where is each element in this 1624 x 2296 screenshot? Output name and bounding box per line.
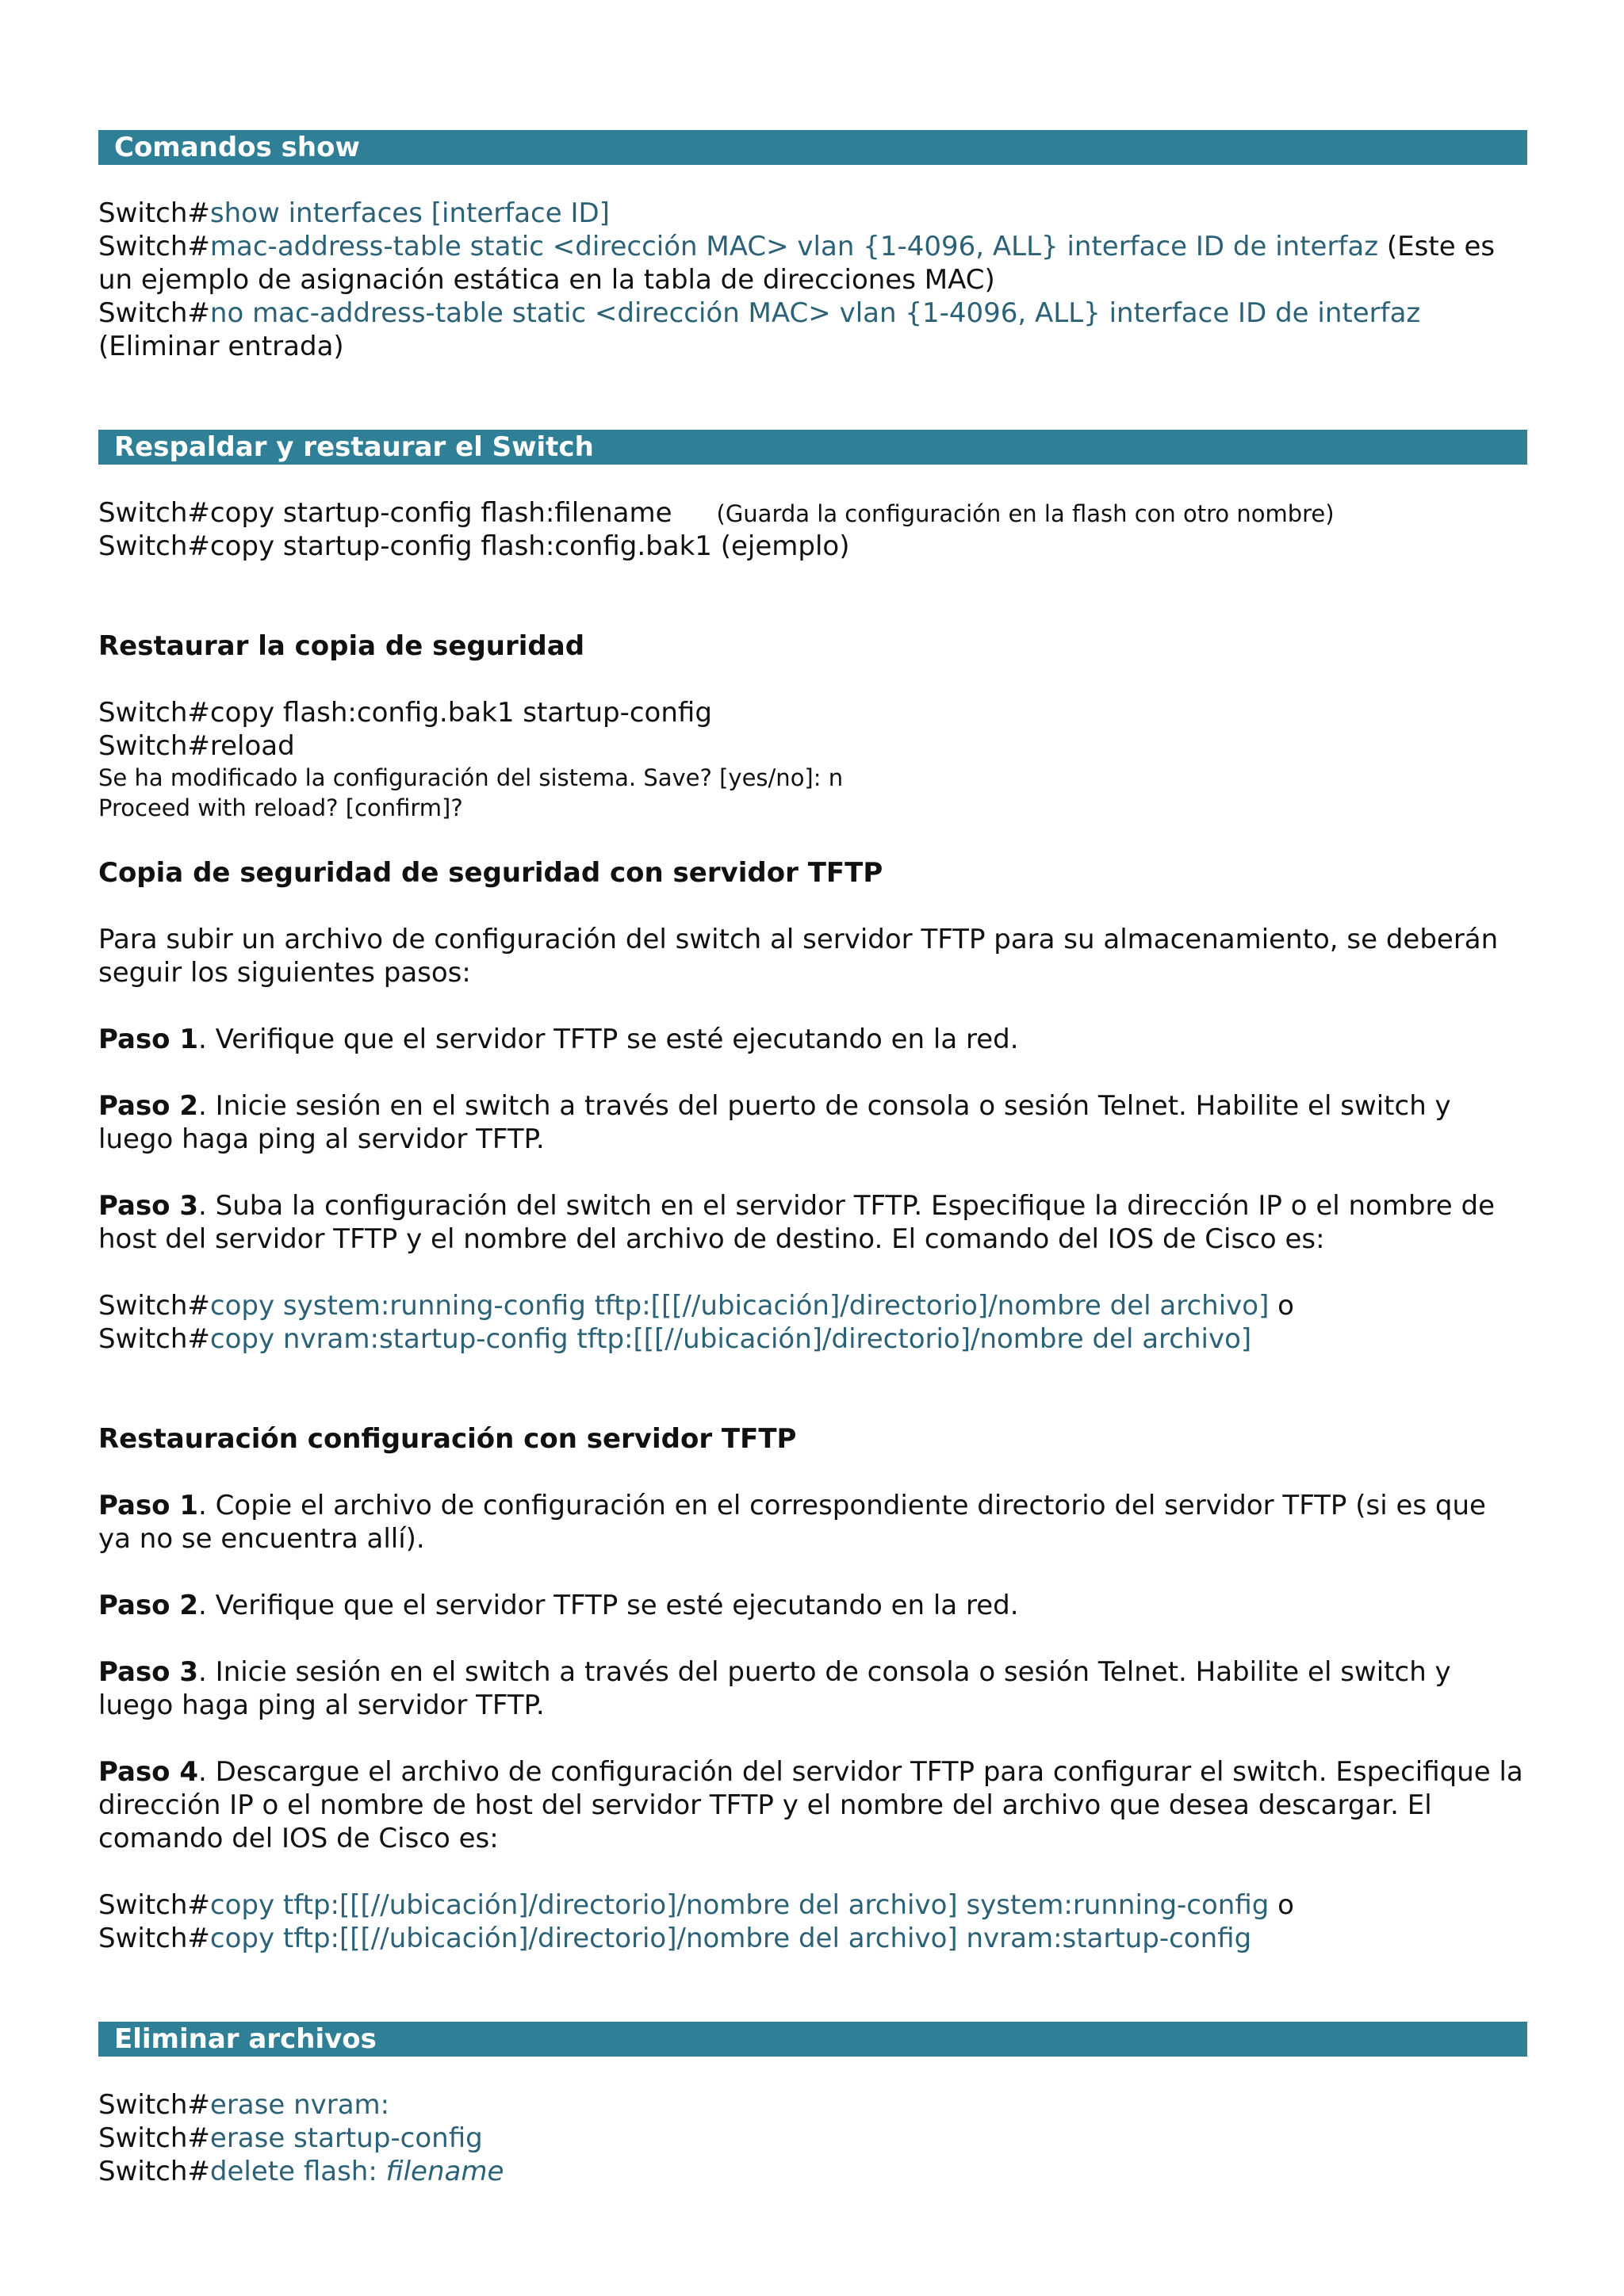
tftp-restore-cmd-1: Switch#copy tftp:[[[//ubicación]/directorio]/nombre del archivo] system:running-config o xyxy=(98,1889,1294,1921)
restore-title: Restaurar la copia de seguridad xyxy=(98,630,585,662)
section-header-delete: Eliminar archivos xyxy=(98,2022,1527,2057)
tftp-backup-step-2: Paso 2. Inicie sesión en el switch a través del puerto de consola o sesión Telnet. Habilite el switch y luego haga ping al servidor TFTP. xyxy=(98,1090,1451,1155)
restore-line-1: Switch#copy flash:config.bak1 startup-config xyxy=(98,697,712,729)
delete-line-1: Switch#erase nvram: xyxy=(98,2089,390,2121)
tftp-backup-intro: Para subir un archivo de configuración del switch al servidor TFTP para su almacenamiento, se deberán seguir los siguientes pasos: xyxy=(98,924,1499,989)
command-text: erase nvram: xyxy=(209,2089,390,2121)
command-text: erase startup-config xyxy=(209,2122,483,2154)
backup-line-1: Switch#copy startup-config flash:filename (Guarda la configuración en la flash con otro nombre) xyxy=(98,497,1335,529)
tftp-restore-step-4: Paso 4. Descargue el archivo de configuración del servidor TFTP para configurar el switch. Especifique la dirección IP o el nombre de host del servidor TFTP y el nombre del archivo que desea descargar. El comando del IOS de Cisco es: xyxy=(98,1756,1523,1854)
delete-line-3: Switch#delete flash: filename xyxy=(98,2156,504,2187)
section-header-show: Comandos show xyxy=(98,130,1527,165)
tftp-restore-step-3: Paso 3. Inicie sesión en el switch a través del puerto de consola o sesión Telnet. Habilite el switch y luego haga ping al servidor TFTP. xyxy=(98,1656,1451,1721)
section-header-backup: Respaldar y restaurar el Switch xyxy=(98,430,1527,465)
tftp-backup-step-1: Paso 1. Verifique que el servidor TFTP se esté ejecutando en la red. xyxy=(98,1024,1019,1055)
document-page xyxy=(98,130,1526,2188)
backup-line-2: Switch#copy startup-config flash:config.bak1 (ejemplo) xyxy=(98,530,850,562)
tftp-restore-title: Restauración configuración con servidor TFTP xyxy=(98,1423,797,1455)
show-line-2: Switch#mac-address-table static <dirección MAC> vlan {1-4096, ALL} interface ID de interfaz (Este es un ejemplo de asignación estática en la tabla de direcciones MAC) xyxy=(98,231,1496,296)
restore-line-4: Proceed with reload? [confirm]? xyxy=(98,794,463,821)
delete-line-2: Switch#erase startup-config xyxy=(98,2122,483,2154)
filename-placeholder: filename xyxy=(385,2156,504,2187)
tftp-backup-title: Copia de seguridad de seguridad con servidor TFTP xyxy=(98,857,883,889)
command-text: mac-address-table static <dirección MAC> vlan {1-4096, ALL} interface ID de interfaz xyxy=(209,231,1379,262)
tftp-restore-step-2: Paso 2. Verifique que el servidor TFTP se esté ejecutando en la red. xyxy=(98,1590,1019,1621)
tftp-restore-cmd-2: Switch#copy tftp:[[[//ubicación]/directorio]/nombre del archivo] nvram:startup-config xyxy=(98,1923,1252,1954)
show-line-3-note: (Eliminar entrada) xyxy=(98,331,344,362)
command-text: delete flash: xyxy=(209,2156,386,2187)
command-text: copy nvram:startup-config tftp:[[[//ubicación]/directorio]/nombre del archivo] xyxy=(209,1323,1252,1355)
tftp-restore-step-1: Paso 1. Copie el archivo de configuración en el correspondiente directorio del servidor TFTP (si es que ya no se encuentra allí). xyxy=(98,1490,1486,1555)
show-line-1: Switch#show interfaces [interface ID] xyxy=(98,197,610,229)
command-text: copy tftp:[[[//ubicación]/directorio]/nombre del archivo] nvram:startup-config xyxy=(209,1923,1252,1954)
tftp-backup-cmd-1: Switch#copy system:running-config tftp:[[[//ubicación]/directorio]/nombre del archivo] o xyxy=(98,1290,1294,1322)
restore-line-3: Se ha modificado la configuración del sistema. Save? [yes/no]: n xyxy=(98,764,844,791)
command-text: no mac-address-table static <dirección MAC> vlan {1-4096, ALL} interface ID de interfaz xyxy=(209,297,1421,329)
command-text: copy tftp:[[[//ubicación]/directorio]/nombre del archivo] system:running-config xyxy=(209,1889,1270,1921)
command-text: copy system:running-config tftp:[[[//ubicación]/directorio]/nombre del archivo] xyxy=(209,1290,1270,1322)
restore-line-2: Switch#reload xyxy=(98,730,295,762)
command-text: show interfaces [interface ID] xyxy=(209,197,610,229)
tftp-backup-cmd-2: Switch#copy nvram:startup-config tftp:[[[//ubicación]/directorio]/nombre del archivo] xyxy=(98,1323,1252,1355)
tftp-backup-step-3: Paso 3. Suba la configuración del switch en el servidor TFTP. Especifique la dirección IP o el nombre de host del servidor TFTP y el nombre del archivo de destino. El comando del IOS de Cisco es: xyxy=(98,1190,1496,1255)
show-line-3: Switch#no mac-address-table static <dirección MAC> vlan {1-4096, ALL} interface ID de interfaz xyxy=(98,297,1421,329)
